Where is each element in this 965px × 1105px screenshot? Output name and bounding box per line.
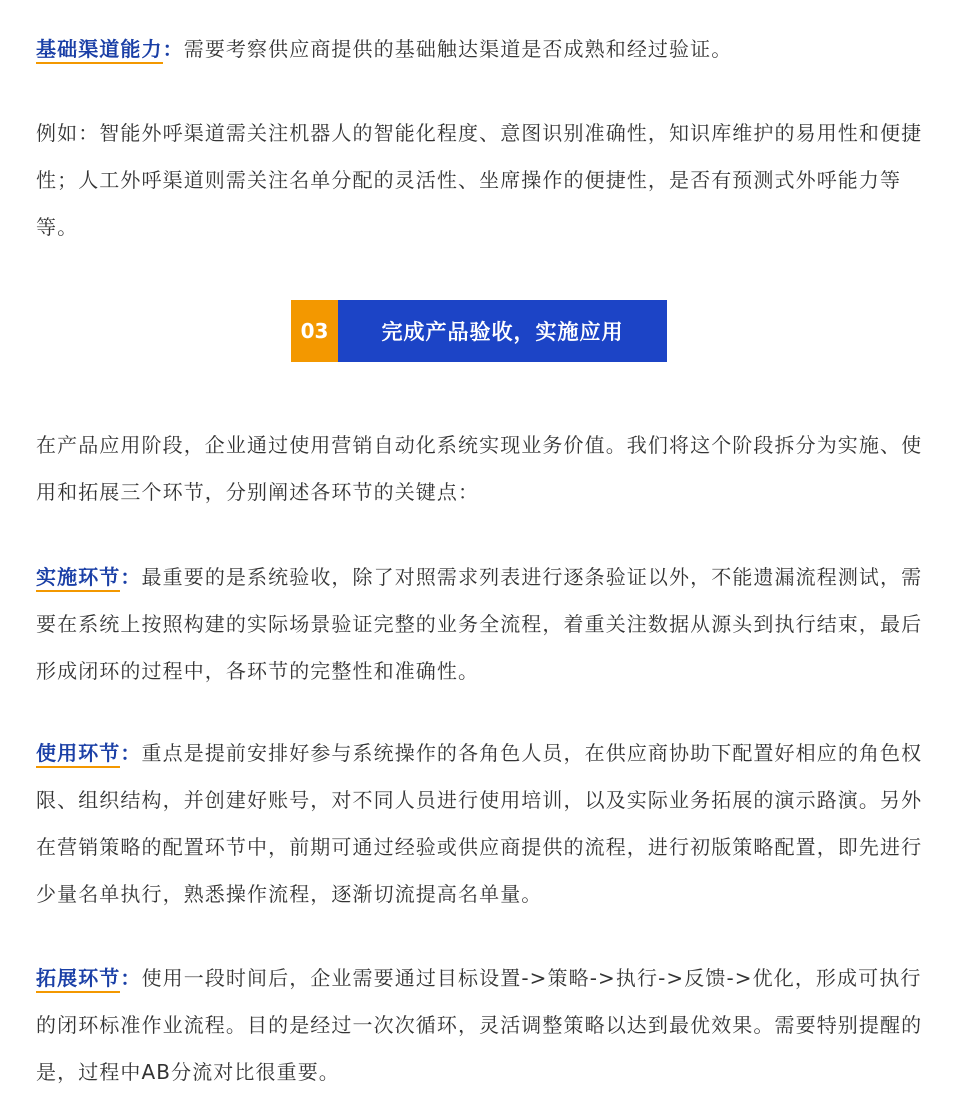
paragraph-text: 例如：智能外呼渠道需关注机器人的智能化程度、意图识别准确性，知识库维护的易用性和便捷性；人工外呼渠道则需关注名单分配的灵活性、坐席操作的便捷性，是否有预测式外呼能力等等。 [36,121,923,239]
paragraph-text: 在产品应用阶段，企业通过使用营销自动化系统实现业务价值。我们将这个阶段拆分为实施、使用和拓展三个环节，分别阐述各环节的关键点： [36,433,923,504]
paragraph-intro [36,422,926,516]
term-colon: ： [162,37,184,61]
paragraph-text: 使用一段时间后，企业需要通过目标设置->策略->执行->反馈->优化，形成可执行的闭环标准作业流程。目的是经过一次次循环，灵活调整策略以达到最优效果。需要特别提醒的是，过程中AB分流对比很重要。 [36,966,923,1084]
paragraph-expansion [36,955,926,1096]
paragraph-text: 需要考察供应商提供的基础触达渠道是否成熟和经过验证。 [183,37,733,61]
term-implementation: 实施环节 [36,565,120,592]
paragraph-basic-channel [36,26,926,73]
section-title: 完成产品验收，实施应用 [338,300,667,362]
paragraph-text: 重点是提前安排好参与系统操作的各角色人员，在供应商协助下配置好相应的角色权限、组织结构，并创建好账号，对不同人员进行使用培训，以及实际业务拓展的演示路演。另外在营销策略的配置环节中，前期可通过经验或供应商提供的流程，进行初版策略配置，即先进行少量名单执行，熟悉操作流程，逐渐切流提高名单量。 [36,741,923,906]
term-colon: ： [120,741,142,765]
term-basic-channel: 基础渠道能力 [36,37,163,64]
paragraph-text: 最重要的是系统验收，除了对照需求列表进行逐条验证以外，不能遗漏流程测试，需要在系统上按照构建的实际场景验证完整的业务全流程，着重关注数据从源头到执行结束，最后形成闭环的过程中，各环节的完整性和准确性。 [36,565,923,683]
paragraph-example [36,110,926,251]
section-header [291,300,667,362]
paragraph-implementation [36,554,926,695]
paragraph-usage [36,730,926,918]
term-colon: ： [120,565,142,589]
term-colon: ： [120,966,142,990]
term-usage: 使用环节 [36,741,120,768]
term-expansion: 拓展环节 [36,966,120,993]
section-number: 03 [291,300,338,362]
